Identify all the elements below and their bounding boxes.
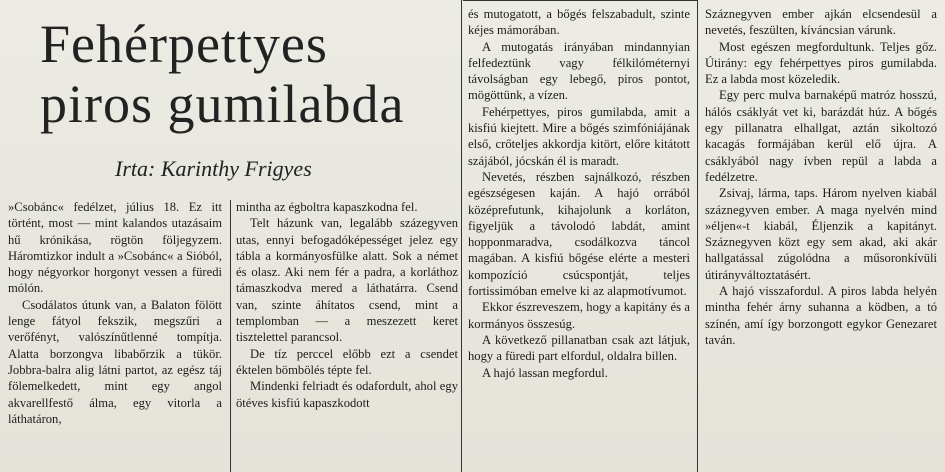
column-divider xyxy=(697,0,698,472)
article-title-line-1: Fehérpettyes xyxy=(40,14,328,74)
paragraph: mintha az égboltra kapaszkodna fel. xyxy=(236,200,418,214)
paragraph: A hajó lassan megfordul. xyxy=(482,365,608,380)
article-column-3 xyxy=(468,6,690,381)
article-title-line-2: piros gumilabda xyxy=(40,74,405,134)
article-title xyxy=(40,14,450,134)
paragraph: A hajó visszafordul. A piros labda helyén mintha fehér árny suhanna a ködben, a tó színén, amí így borzongott egykor Genezaret taván. xyxy=(705,284,937,347)
article-column-4 xyxy=(705,6,937,348)
top-rule xyxy=(463,0,697,1)
article-column-2 xyxy=(236,199,458,411)
paragraph: »Csobánc« fedélzet, július 18. Ez itt történt, most — mint kalandos utazásaim hű krónikása, rögtön följegyzem. Háromtizkor indult a »Csobánc« a Sióból, hogy négyorkor horgonyt vessen a füredi mólón. xyxy=(8,200,222,296)
paragraph: Mindenki felriadt és odafordult, ahol egy ötéves kisfiú kapaszkodott xyxy=(236,379,458,410)
paragraph: Nevetés, részben sajnálkozó, részben egészségesen kaján. A hajó orrából középrefutunk, kihajolunk a korláton, figyeljük a távolodó labdát, amint hopponmaradva, csodálkozva táncol magában. A kisfiú bőgése elérte a mesteri kompozíció csúcspontját, teljes fortissimóban emelve ki az alapmotívumot. xyxy=(468,169,690,299)
paragraph: De tíz perccel előbb ezt a csendet éktelen bömbölés tépte fel. xyxy=(236,346,458,377)
paragraph: A következő pillanatban csak azt látjuk, hogy a füredi part elfordul, oldalra billen. xyxy=(468,332,690,364)
paragraph: Ekkor észreveszem, hogy a kapitány és a kormányos összesúg. xyxy=(468,300,690,331)
paragraph: Egy perc mulva barnaképű matróz hosszú, hálós csáklyát vet ki, barázdát húz. A bőgés egy pillanatra elhallgat, aztán sikoltozó kacagás formájában kerül elő újra. A csáklyából nagy ívben repül a labda a fedélzetre. xyxy=(705,88,937,184)
column-divider xyxy=(461,0,462,472)
paragraph: Száznegyven ember ajkán elcsendesül a nevetés, feszülten, kíváncsian várunk. xyxy=(705,7,937,38)
paragraph: Fehérpettyes, piros gumilabda, amit a kisfiú kiejtett. Mire a bőgés szimfóniájának első, crőteljes akkordja kitört, előre kitátott szájából, jócskán él is maradt. xyxy=(468,104,690,168)
article-column-1 xyxy=(8,199,222,427)
paragraph: A mutogatás irányában mindannyian felfedeztünk vagy félkilóméternyi távolságban egy lebegő, piros pontot, mögöttünk, a vízen. xyxy=(468,39,690,103)
paragraph: Zsivaj, lárma, taps. Három nyelven kiabál száznegyven ember. A maga nyelvén mind »éljen«-t kiabál, Éljenzik a kapitányt. Száznegyven közt egy sem akad, aki akár hallgatással zúgolódna a műsoronkívüli útirányváltoztatásért. xyxy=(705,186,937,282)
paragraph: és mutogatott, a bőgés felszabadult, szinte kéjes mámorában. xyxy=(468,7,690,38)
column-divider xyxy=(230,200,231,472)
paragraph: Most egészen megfordultunk. Teljes gőz. Útirány: egy fehérpettyes piros gumilabda. Ez a labda most közeledik. xyxy=(705,39,937,87)
article-byline: Irta: Karinthy Frigyes xyxy=(115,156,312,181)
paragraph: Telt házunk van, legalább százegyven utas, ennyi befogadóképességet jelez egy tábla a kormányosfülke alatt. Sok a német és olasz. Aki nem fér a padra, a korláthoz támaszkodva mered a láthatárra. Csend van, szinte áhítatos csend, mint a templomban — a meszezett keret tisztelettel parancsol. xyxy=(236,216,458,345)
paragraph: Csodálatos útunk van, a Balaton fölött lenge fátyol fekszik, megszűri a verőfényt, valószínűtlenné tompítja. Alatta borzongva libabőrzik a tükör. Jobbra-balra alig látni partot, az egész táj fölemelkedett, mint egy angol akvarellfestő álma, egy vitorla a láthatáron, xyxy=(8,297,222,426)
